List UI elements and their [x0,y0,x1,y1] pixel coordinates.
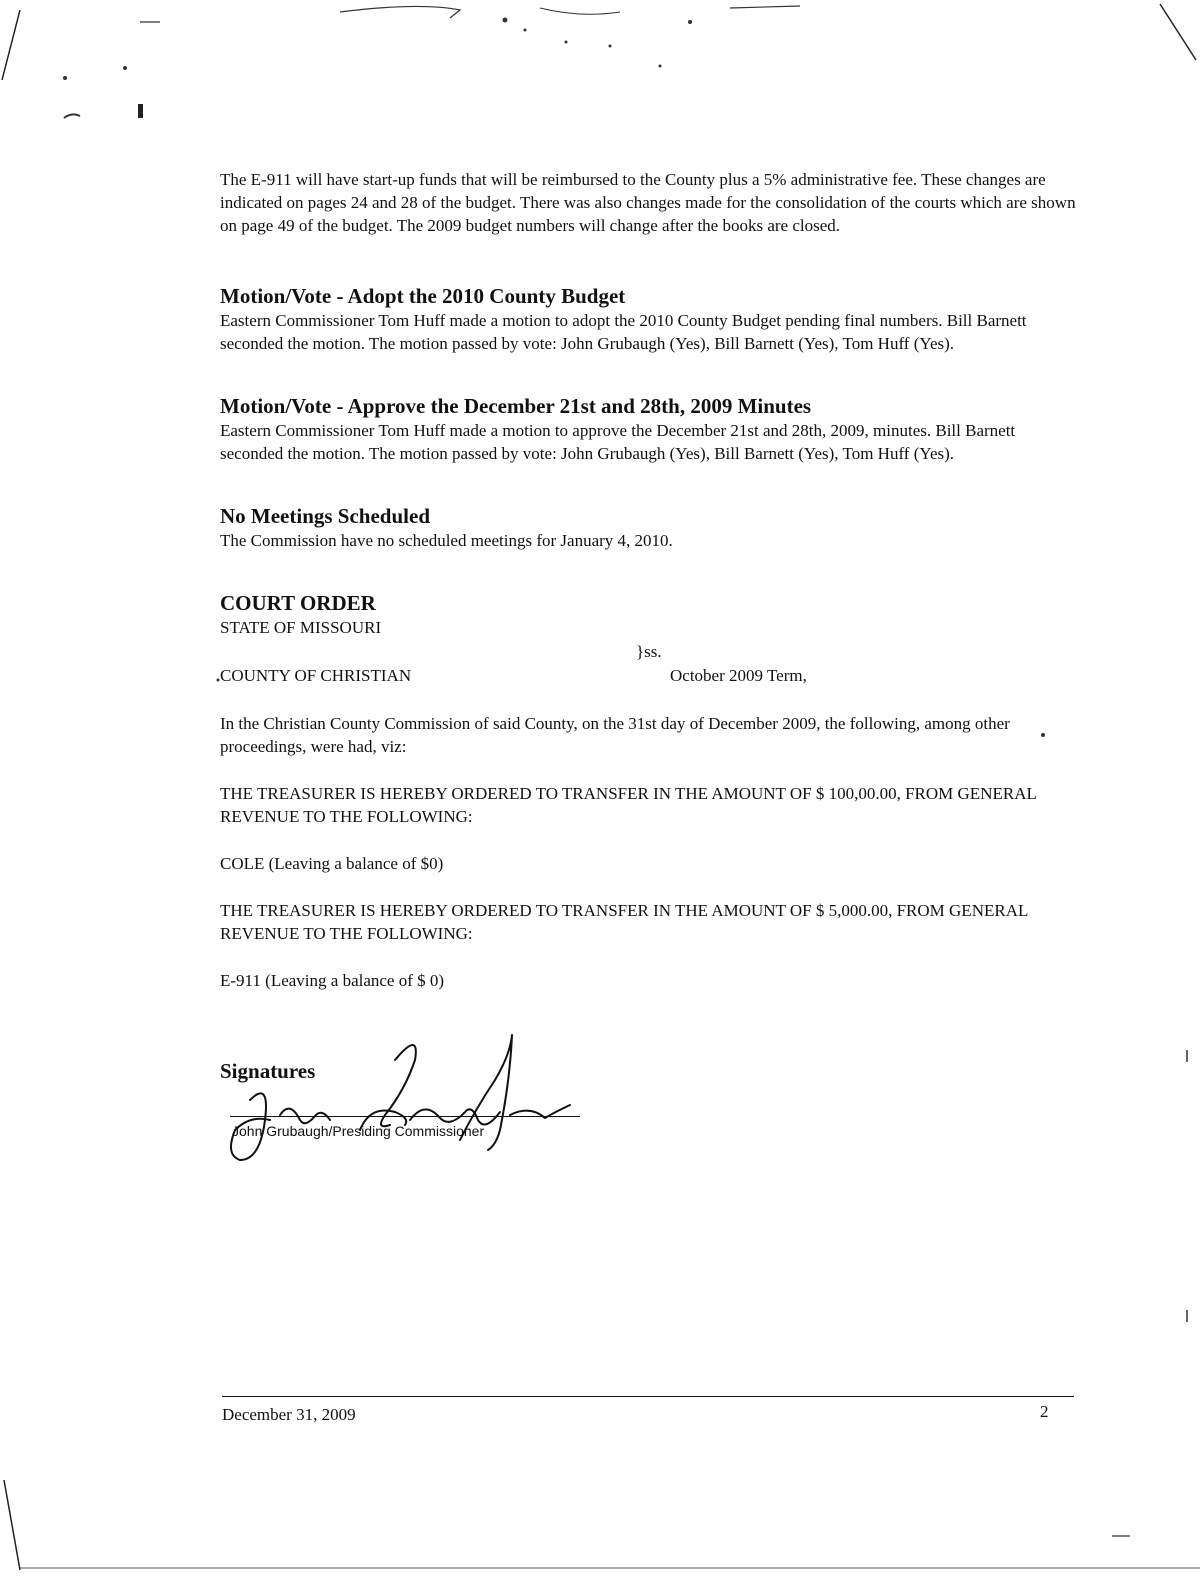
page-number: 2 [1040,1402,1049,1421]
section-approve-minutes [220,393,1080,465]
section-adopt-budget [220,283,1080,355]
section-heading: Motion/Vote - Approve the December 21st and 28th, 2009 Minutes [220,394,812,418]
transfer-order-2: THE TREASURER IS HEREBY ORDERED TO TRANSFER IN THE AMOUNT OF $ 5,000.00, FROM GENERAL REVENUE TO THE FOLLOWING: [220,901,1028,943]
transfer-item-2: E-911 (Leaving a balance of $ 0) [220,971,445,990]
court-order [220,590,1080,992]
term-label: October 2009 Term, [670,666,807,685]
section-body: Eastern Commissioner Tom Huff made a motion to approve the December 21st and 28th, 2009, minutes. Bill Barnett seconded the motion. The motion passed by vote: John Grubaugh (Yes), Bill Barnett (Yes), Tom Huff (Yes). [220,421,1016,463]
signatures-label: Signatures [220,1059,316,1083]
ss-mark: }ss. [636,642,662,661]
court-order-preamble: In the Christian County Commission of said County, on the 31st day of December 2009, the following, among other proceedings, were had, viz: [220,714,1010,756]
footer-rule [222,1396,1074,1397]
document-body [220,168,1080,1200]
transfer-order-1: THE TREASURER IS HEREBY ORDERED TO TRANSFER IN THE AMOUNT OF $ 100,00.00, FROM GENERAL REVENUE TO THE FOLLOWING: [220,784,1037,826]
section-heading: Motion/Vote - Adopt the 2010 County Budget [220,284,626,308]
section-no-meetings [220,503,1080,552]
court-order-title: COURT ORDER [220,591,376,615]
signer-name: John Grubaugh/Presiding Commissioner [232,1123,485,1139]
intro-paragraph: The E-911 will have start-up funds that will be reimbursed to the County plus a 5% administrative fee. These changes are indicated on pages 24 and 28 of the budget. There was also changes made for the consolidation of the courts which are shown on page 49 of the budget. The 2009 budget numbers will change after the books are closed. [220,170,1076,235]
transfer-item-1: COLE (Leaving a balance of $0) [220,854,444,873]
section-heading: No Meetings Scheduled [220,504,430,528]
signature-block [220,1050,1080,1200]
footer-date: December 31, 2009 [222,1405,356,1424]
venue-block [220,616,1080,688]
section-body: The Commission have no scheduled meetings for January 4, 2010. [220,531,673,550]
state-label: STATE OF MISSOURI [220,618,382,637]
handwritten-signature [210,1020,590,1180]
county-label: COUNTY OF CHRISTIAN [220,666,412,685]
section-body: Eastern Commissioner Tom Huff made a motion to adopt the 2010 County Budget pending final numbers. Bill Barnett seconded the motion. The motion passed by vote: John Grubaugh (Yes), Bill Barnett (Yes), Tom Huff (Yes). [220,311,1027,353]
